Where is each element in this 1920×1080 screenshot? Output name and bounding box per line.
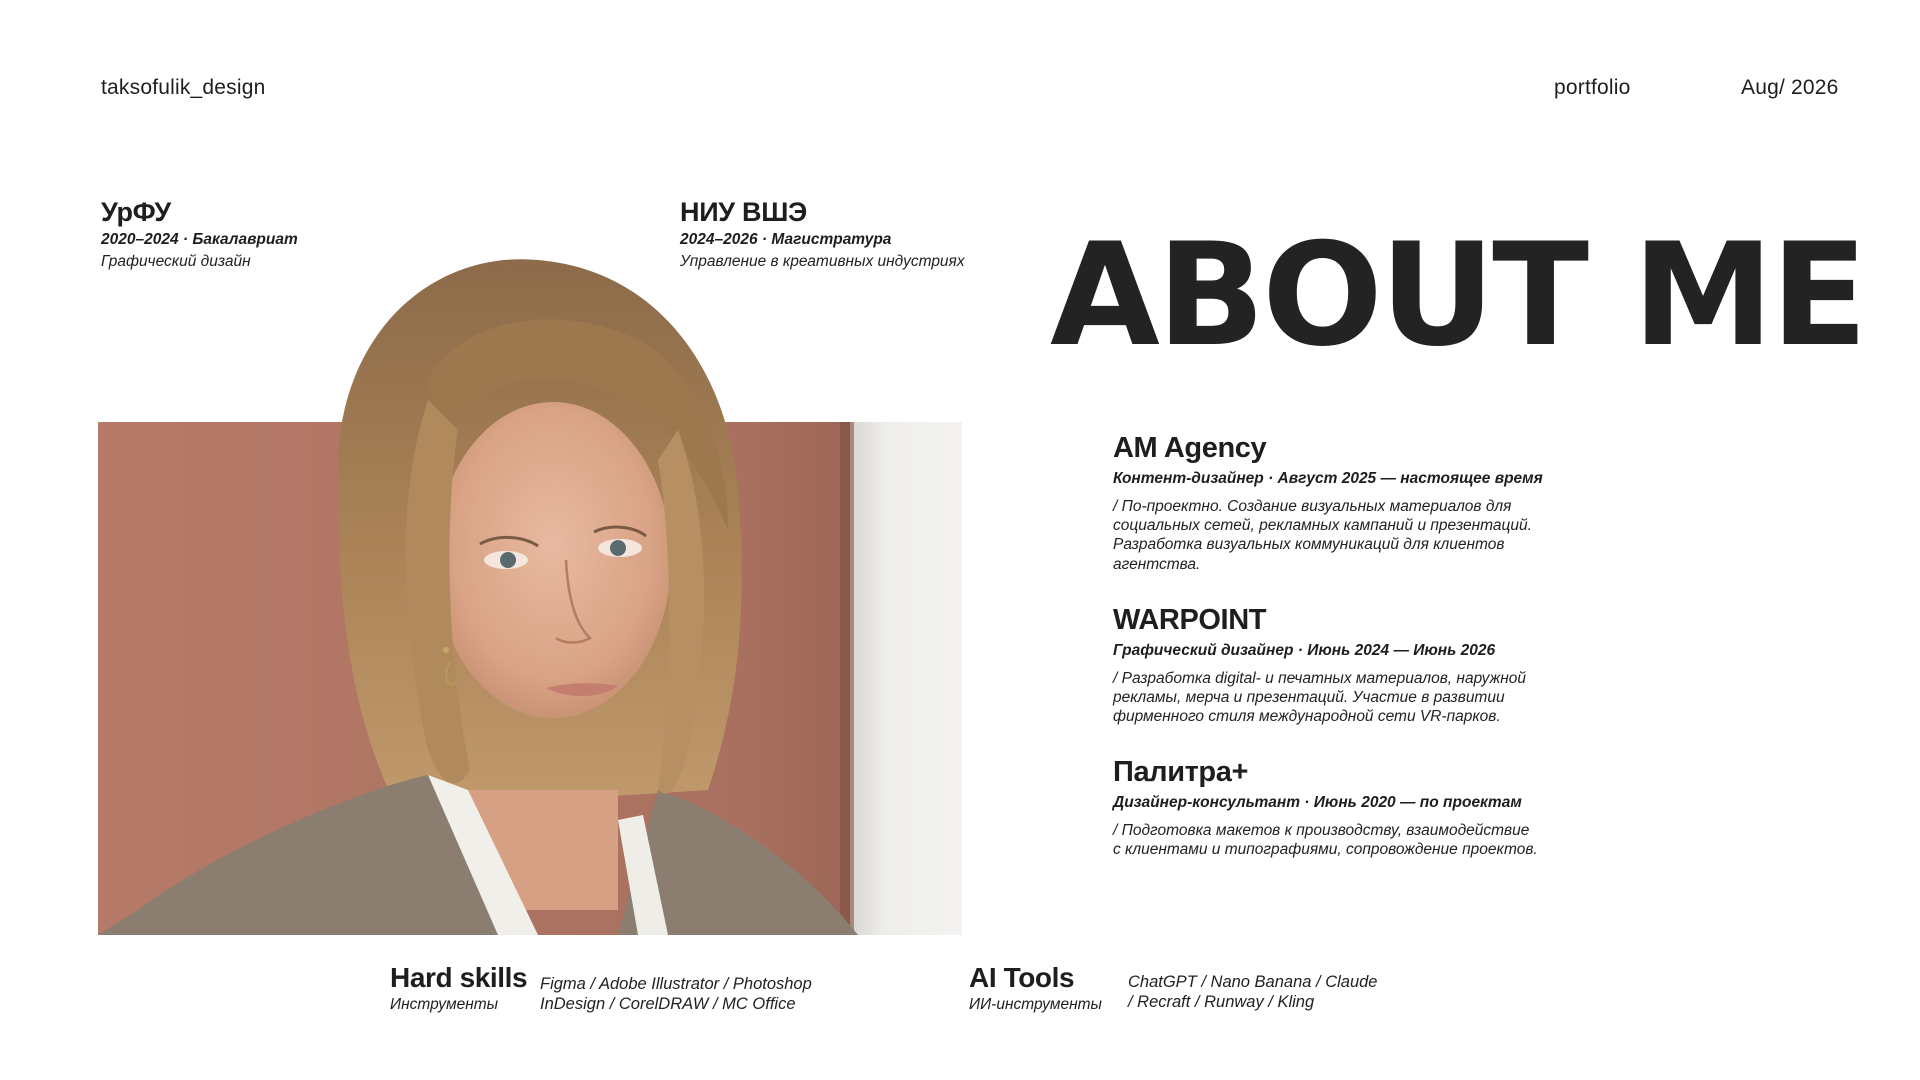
description-line: / По-проектно. Создание визуальных материалов для xyxy=(1113,498,1512,515)
page-title: ABOUT ME xyxy=(1050,213,1865,378)
skills-line: Figma / Adobe Illustrator / Photoshop xyxy=(540,975,812,993)
skills-subtitle: ИИ-инструменты xyxy=(969,996,1102,1013)
experience-company: AM Agency xyxy=(1113,432,1267,464)
experience-description xyxy=(1113,497,1563,574)
skills-title: AI Tools xyxy=(969,962,1075,993)
description-line: с клиентами и типографиями, сопровождение проектов. xyxy=(1113,841,1538,859)
education-period: 2020–2024 · Бакалавриат xyxy=(101,231,298,248)
skills-line: ChatGPT / Nano Banana / Claude xyxy=(1128,973,1378,991)
experience-description xyxy=(1113,669,1563,727)
education-school: НИУ ВШЭ xyxy=(680,197,807,227)
skills-line: InDesign / CorelDRAW / MC Office xyxy=(540,995,796,1014)
header-date: Aug/ 2026 xyxy=(1741,76,1839,99)
education-period: 2024–2026 · Магистратура xyxy=(680,231,892,248)
ai-tools-list xyxy=(1128,972,1377,1012)
description-line: / Разработка digital- и печатных материалов, наружной xyxy=(1113,670,1527,687)
description-line: агентства. xyxy=(1113,555,1201,573)
description-line: рекламы, мерча и презентаций. Участие в развитии xyxy=(1113,689,1505,707)
description-line: фирменного стиля международной сети VR-парков. xyxy=(1113,708,1501,726)
education-school: УрФУ xyxy=(101,197,171,227)
skills-line: / Recraft / Runway / Kling xyxy=(1128,993,1315,1012)
experience-description xyxy=(1113,821,1563,859)
hard-skills-heading xyxy=(390,962,527,1014)
experience-item xyxy=(1113,756,1563,859)
portrait-photo xyxy=(98,230,962,935)
education-program: Управление в креативных индустриях xyxy=(680,253,965,270)
experience-item xyxy=(1113,604,1563,727)
hard-skills-list xyxy=(540,974,812,1014)
skills-title: Hard skills xyxy=(390,962,528,993)
experience-company: Палитра+ xyxy=(1113,756,1249,788)
description-line: / Подготовка макетов к производству, взаимодействие xyxy=(1113,822,1530,839)
education-urfu xyxy=(101,197,298,271)
experience-role: Контент-дизайнер · Август 2025 — настоящее время xyxy=(1113,470,1543,487)
nav-portfolio[interactable]: portfolio xyxy=(1554,76,1631,99)
brand-name: taksofulik_design xyxy=(101,76,266,99)
ai-tools-heading xyxy=(969,962,1102,1014)
description-line: социальных сетей, рекламных кампаний и презентаций. xyxy=(1113,517,1532,535)
experience-item xyxy=(1113,432,1563,574)
education-hse xyxy=(680,197,965,271)
skills-subtitle: Инструменты xyxy=(390,996,499,1013)
experience-company: WARPOINT xyxy=(1113,604,1267,636)
experience-role: Графический дизайнер · Июнь 2024 — Июнь 2026 xyxy=(1113,642,1496,659)
education-program: Графический дизайн xyxy=(101,253,251,270)
experience-role: Дизайнер-консультант · Июнь 2020 — по проектам xyxy=(1113,794,1522,811)
description-line: Разработка визуальных коммуникаций для клиентов xyxy=(1113,536,1505,554)
